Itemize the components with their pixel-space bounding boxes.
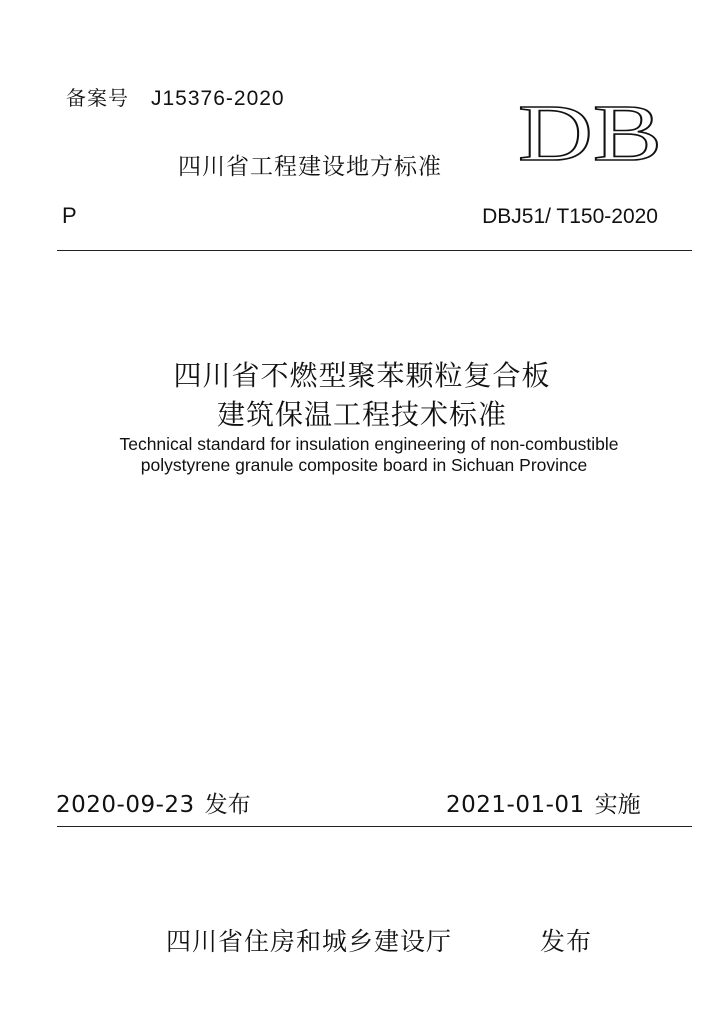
publisher: 四川省住房和城乡建设厅 <box>166 927 453 956</box>
record-number: J15376-2020 <box>151 87 285 110</box>
record-line <box>66 82 285 111</box>
title-en-line-2: polystyrene granule composite board in Sichuan Province <box>140 455 588 475</box>
db-logo <box>518 100 664 166</box>
title-en-line-1: Technical standard for insulation engineering of non-combustible <box>119 434 619 454</box>
category-code: P <box>62 203 77 228</box>
top-divider <box>57 250 692 251</box>
title-cn-line-2: 建筑保温工程技术标准 <box>216 398 507 431</box>
issue-date-block <box>56 786 251 819</box>
effective-date-block <box>446 786 641 819</box>
bottom-divider <box>57 826 692 827</box>
title-cn-line-1: 四川省不燃型聚苯颗粒复合板 <box>173 359 551 392</box>
standard-number: DBJ51/ T150-2020 <box>482 205 658 228</box>
effective-label: 实施 <box>594 792 641 818</box>
issue-date: 2020-09-23 <box>56 792 195 818</box>
issue-label: 发布 <box>204 792 251 818</box>
publish-label: 发布 <box>540 927 593 956</box>
db-logo-text: DB <box>518 100 662 166</box>
effective-date: 2021-01-01 <box>446 792 585 818</box>
local-standard-label: 四川省工程建设地方标准 <box>178 154 442 180</box>
record-label: 备案号 <box>66 86 129 110</box>
